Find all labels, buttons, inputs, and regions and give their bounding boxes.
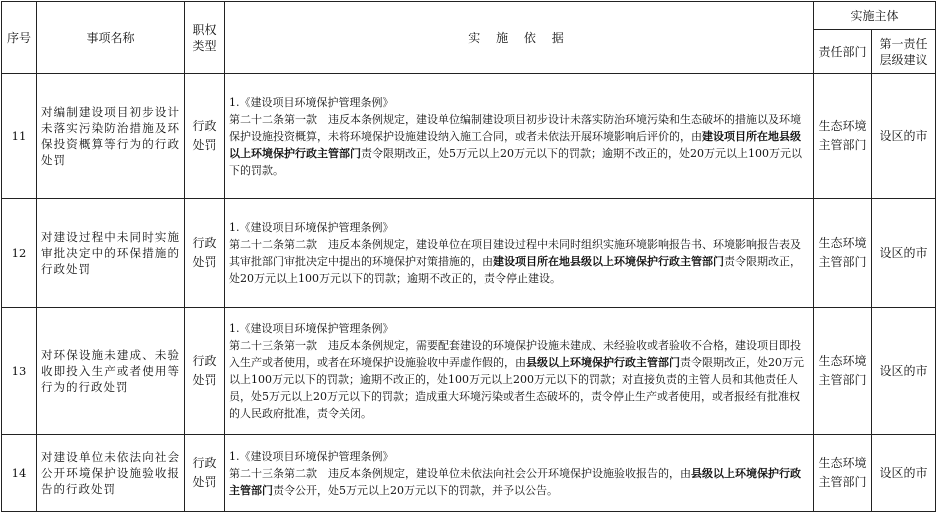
row-type bbox=[185, 435, 225, 512]
row-authority: 建设项目所在地县级以上环境保护行政主管部门 bbox=[229, 129, 801, 160]
row-law-title: 1.《建设项目环境保护管理条例》 bbox=[229, 95, 394, 109]
row-dept bbox=[814, 308, 872, 435]
row-level: 设区的市 bbox=[872, 308, 936, 435]
row-basis bbox=[225, 199, 814, 308]
row-type-line1: 行政 bbox=[192, 236, 217, 250]
row-basis-text: 第二十二条第二款 违反本条例规定，建设单位在项目建设过程中未同时组织实施环境影响报告书、环境影响报告表及其审批部门审批决定中提出的环境保护对策措施的，由 bbox=[229, 238, 801, 268]
header-name: 事项名称 bbox=[37, 2, 185, 74]
row-dept-line1: 生态环境 bbox=[818, 354, 867, 368]
header-level-line2: 层级建议 bbox=[879, 52, 928, 67]
header-type-line2: 类型 bbox=[192, 38, 217, 53]
row-dept-line2: 主管部门 bbox=[818, 475, 867, 489]
row-type bbox=[185, 199, 225, 308]
row-dept-line1: 生态环境 bbox=[818, 456, 867, 470]
row-law-title: 1.《建设项目环境保护管理条例》 bbox=[229, 322, 394, 335]
row-type-line2: 处罚 bbox=[192, 138, 217, 152]
row-penalty-text: 责令限期改正，处5万元以上20万元以下的罚款；逾期不改正的，处20万元以上100万元以下的罚款。 bbox=[229, 146, 802, 177]
row-type-line2: 处罚 bbox=[192, 373, 217, 387]
row-seq: 13 bbox=[2, 308, 37, 435]
row-dept bbox=[814, 435, 872, 512]
table-row bbox=[2, 74, 936, 199]
row-level: 设区的市 bbox=[872, 74, 936, 199]
table-row bbox=[2, 199, 936, 308]
table-row bbox=[2, 435, 936, 512]
header-dept: 责任部门 bbox=[814, 30, 872, 74]
row-type bbox=[185, 308, 225, 435]
row-basis bbox=[225, 435, 814, 512]
row-law-title: 1.《建设项目环境保护管理条例》 bbox=[229, 221, 394, 234]
row-type-line1: 行政 bbox=[192, 354, 217, 368]
row-dept bbox=[814, 199, 872, 308]
row-item-name: 对编制建设项目初步设计未落实污染防治措施及环保投资概算等行为的行政处罚 bbox=[37, 74, 185, 199]
header-type bbox=[185, 2, 225, 74]
row-basis-text: 第二十三条第二款 违反本条例规定，建设单位未依法向社会公开环境保护设施验收报告的，由 bbox=[229, 466, 691, 480]
row-level: 设区的市 bbox=[872, 199, 936, 308]
row-item-name: 对建设过程中未同时实施审批决定中的环保措施的行政处罚 bbox=[37, 199, 185, 308]
header-subject: 实施主体 bbox=[814, 2, 936, 30]
row-basis-text: 第二十二条第一款 违反本条例规定，建设单位编制建设项目初步设计未落实防治环境污染和生态破坏的措施以及环境保护设施投资概算，未将环境保护设施建设纳入施工合同，或者未依法开展环境影响后评价的，由 bbox=[229, 112, 801, 143]
header-level bbox=[872, 30, 936, 74]
row-dept-line2: 主管部门 bbox=[818, 255, 867, 269]
row-seq: 11 bbox=[2, 74, 37, 199]
row-penalty-text: 责令限期改正，处20万元以上100万元以下的罚款；逾期不改正的，责令停止建设。 bbox=[229, 255, 801, 285]
row-dept-line2: 主管部门 bbox=[818, 373, 867, 387]
row-type bbox=[185, 74, 225, 199]
row-basis-text: 第二十三条第一款 违反本条例规定，需要配套建设的环境保护设施未建成、未经验收或者验收不合格，建设项目即投入生产或者使用，或者在环境保护设施验收中弄虚作假的，由 bbox=[229, 339, 801, 369]
row-dept-line1: 生态环境 bbox=[818, 119, 867, 133]
row-type-line1: 行政 bbox=[192, 456, 217, 470]
row-authority: 县级以上环境保护行政主管部门 bbox=[526, 356, 680, 369]
enforcement-table bbox=[1, 1, 936, 512]
header-type-line1: 职权 bbox=[192, 22, 217, 37]
table-row bbox=[2, 308, 936, 435]
row-dept bbox=[814, 74, 872, 199]
row-dept-line1: 生态环境 bbox=[818, 236, 867, 250]
row-level: 设区的市 bbox=[872, 435, 936, 512]
row-type-line1: 行政 bbox=[192, 119, 217, 133]
row-type-line2: 处罚 bbox=[192, 475, 217, 489]
row-authority: 建设项目所在地县级以上环境保护行政主管部门 bbox=[493, 255, 724, 268]
row-basis bbox=[225, 308, 814, 435]
row-dept-line2: 主管部门 bbox=[818, 138, 867, 152]
header-seq: 序号 bbox=[2, 2, 37, 74]
row-penalty-text: 责令公开，处5万元以上20万元以下的罚款，并予以公告。 bbox=[273, 483, 558, 497]
header-basis: 实 施 依 据 bbox=[225, 2, 814, 74]
row-law-title: 1.《建设项目环境保护管理条例》 bbox=[229, 449, 394, 463]
row-basis bbox=[225, 74, 814, 199]
row-type-line2: 处罚 bbox=[192, 255, 217, 269]
row-item-name: 对建设单位未依法向社会公开环境保护设施验收报告的行政处罚 bbox=[37, 435, 185, 512]
row-penalty-text: 责令限期改正，处20万元以上100万元以下的罚款；逾期不改正的，处100万元以上200万元以下的罚款；对直接负责的主管人员和其他责任人员，处5万元以上20万元以下的罚款；造成重大环境污染或者生态破坏的，责令停止生产或者使用，或者报经有批准权的人民政府批准，责令关闭。 bbox=[229, 356, 804, 420]
row-seq: 12 bbox=[2, 199, 37, 308]
row-seq: 14 bbox=[2, 435, 37, 512]
row-item-name: 对环保设施未建成、未验收即投入生产或者使用等行为的行政处罚 bbox=[37, 308, 185, 435]
header-level-line1: 第一责任 bbox=[879, 36, 928, 51]
row-authority: 县级以上环境保护行政主管部门 bbox=[229, 466, 801, 497]
